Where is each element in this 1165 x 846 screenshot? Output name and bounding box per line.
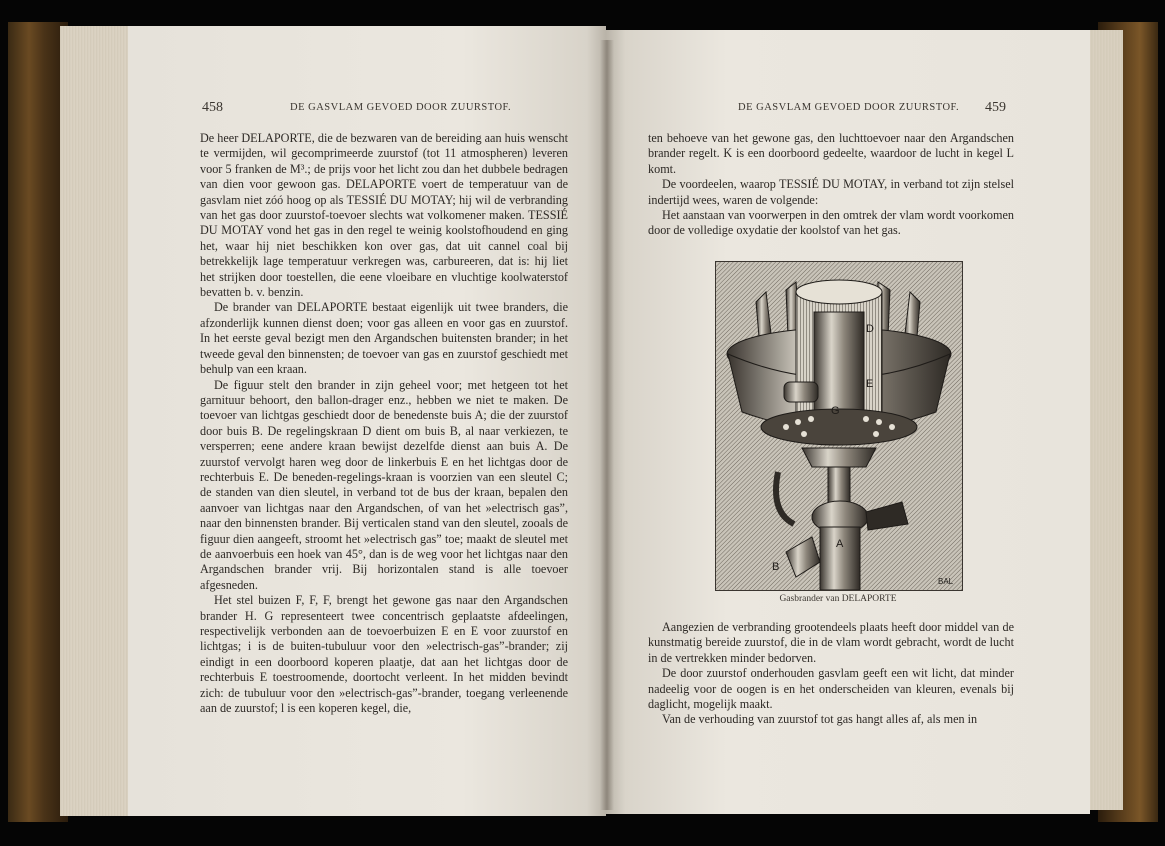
figure-signature: BAL xyxy=(938,577,954,586)
figure-label: G xyxy=(831,405,840,417)
right-paragraph: De door zuurstof onderhouden gasvlam geeft een wit licht, dat minder nadeelig voor de oogen is en het onderscheiden van kleuren, evenals bij daglicht, mogelijk maakt. xyxy=(648,666,1014,712)
right-body-text-bottom xyxy=(648,620,1014,728)
right-page-number: 459 xyxy=(985,100,1006,115)
left-page-number: 458 xyxy=(202,100,223,115)
right-running-head: DE GASVLAM GEVOED DOOR ZUURSTOF. xyxy=(738,102,960,113)
figure-label: B xyxy=(772,561,780,573)
right-paragraph: ten behoeve van het gewone gas, den luchttoevoer naar den Argandschen brander regelt. K is een doorboord gedeelte, waardoor de lucht in kegel L komt. xyxy=(648,131,1014,176)
left-paragraph: Het stel buizen F, F, F, brengt het gewone gas naar den Argandschen brander H. G representeert twee concentrisch geplaatste afdeelingen, respectivelijk verbonden aan de toevoerbuizen E en E voor zuurstof en lichtgas; i is de buiten-tubuluur voor den »electrisch-gas”-brander; zij eindigt in een doorboord koperen plaatje, dat aan het lichtgas door de rechterbuis E toestroomende, doortocht verleent. In het midden bevindt zich: de tubuluur voor den »electrisch-gas”-brander, toegang verleenende aan de zuurstof; l is een koperen kegel, die, xyxy=(200,593,568,716)
page-edges-right xyxy=(1085,30,1123,810)
page-edges-left xyxy=(60,26,130,816)
burner-illustration xyxy=(716,262,962,590)
left-paragraph: De figuur stelt den brander in zijn geheel voor; met hetgeen tot het garnituur behoort, den ballon-drager enz., hebben we niet te maken. De toevoer van lichtgas geschiedt door de benedenste buis A; die der zuurstof door buis B. De regelingskraan D dient om buis B, al naar verkiezen, te versperren; eene andere kraan bewijst dezelfde dienst aan buis A. De zuurstof vervolgt haren weg door de linkerbuis E en het lichtgas door de rechterbuis E. De beneden-regelings-kraan is voorzien van een sleutel C; de standen van dien sleutel, in verband tot de bus der kraan, bepalen den aanvoer van lichtgas naar den Argandschen, of van het »electrisch gas”, naar den binnensten brander. Bij verticalen stand van den sleutel, zooals de figuur dien aangeeft, stroomt het »electrisch gas” toe; maakt de sleutel met de aanvoerbuis een hoek van 45°, dan is de weg voor het lichtgas naar den Argandschen brander vrij. Bij horizontalen stand is alle toevoer afgesneden. xyxy=(200,377,568,592)
left-body-text xyxy=(200,131,568,716)
figure-caption: Gasbrander van DELAPORTE xyxy=(779,594,897,604)
right-paragraph: Het aanstaan van voorwerpen in den omtrek der vlam wordt voorkomen door de volledige oxydatie der koolstof van het gas. xyxy=(648,208,1014,238)
left-running-head: DE GASVLAM GEVOED DOOR ZUURSTOF. xyxy=(290,102,512,113)
book-gutter xyxy=(600,40,614,810)
left-paragraph: De brander van DELAPORTE bestaat eigenlijk uit twee branders, die afzonderlijk kunnen dienst doen; voor gas alleen en voor gas en zuurstof. In het eerste geval bezigt men den Argandschen buitensten brander; in het tweede geval den binnensten; de toevoer van gas en zuurstof geschiedt met behulp van een kraan. xyxy=(200,300,568,377)
figure-label: D xyxy=(866,323,874,335)
right-paragraph: De voordeelen, waarop TESSIÉ DU MOTAY, in verband tot zijn stelsel indertijd wees, waren de volgende: xyxy=(648,177,1014,207)
left-paragraph: De heer DELAPORTE, die de bezwaren van de bereiding aan huis wenscht te vermijden, wil gecomprimeerde zuurstof (tot 11 atmospheren) leveren voor 5 franken de M³.; de prijs voor het licht zou dan het dubbele bedragen van dien voor gewoon gas. DELAPORTE voert de temperatuur van de gasvlam niet zóó hoog op als TESSIÉ DU MOTAY; hij wil de verbranding van het gas door zuurstof-toevoer slechts wat volkomener maken. TESSIÉ DU MOTAY vond het gas in den regel te weinig koolstofhoudend en ging het, waar hij niet beschikken kon over gas, dat uit cannel coal bij betrekkelijk lage temperatuur verkregen was, carbureeren, dat is: hij liet het strijken door toestellen, die eene vloeibare en vluchtige koolwaterstof bevatten b. v. benzin. xyxy=(200,131,568,300)
figure-label: A xyxy=(836,538,844,550)
right-paragraph: Van de verhouding van zuurstof tot gas hangt alles af, als men in xyxy=(662,712,978,727)
book-cover-left xyxy=(8,22,68,822)
burner-engraving xyxy=(715,261,963,591)
right-paragraph: Aangezien de verbranding grootendeels plaats heeft door middel van de kunstmatig bereide zuurstof, die in de vlam wordt gebracht, wordt de lucht in de vertrekken minder bedorven. xyxy=(648,620,1014,665)
figure-label: E xyxy=(866,378,874,390)
right-body-text-top xyxy=(648,131,1014,239)
